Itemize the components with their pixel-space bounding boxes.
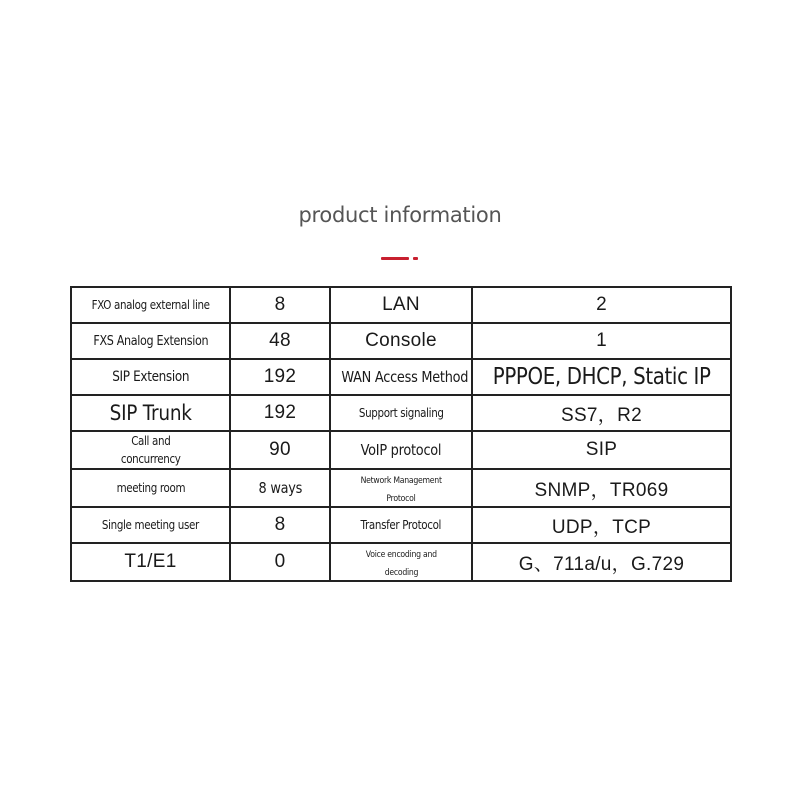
spec-value-cell <box>472 359 731 395</box>
spec-value-cell <box>472 507 731 543</box>
spec-label-line: Voice encoding and <box>365 550 437 560</box>
spec-label-cell <box>71 469 230 507</box>
spec-label-stack <box>333 470 469 506</box>
spec-label: FXS Analog Extension <box>93 334 208 349</box>
table-row <box>71 507 731 543</box>
spec-label: FXO analog external line <box>91 298 210 312</box>
spec-value: SS7，R2 <box>560 404 642 426</box>
spec-label-line: Network Management <box>360 476 442 486</box>
spec-label-cell <box>71 431 230 469</box>
spec-label: SIP Extension <box>112 369 189 385</box>
spec-label-line: Protocol <box>386 494 416 504</box>
spec-label-cell <box>330 359 472 395</box>
spec-label: Console <box>365 330 437 351</box>
spec-value: UDP，TCP <box>551 516 652 538</box>
spec-value-cell <box>230 431 330 469</box>
page-title: product information <box>298 203 502 227</box>
spec-value: 1 <box>596 330 607 351</box>
spec-label-cell <box>330 395 472 431</box>
spec-label: VoIP protocol <box>360 440 442 459</box>
spec-label-cell <box>330 287 472 323</box>
spec-label: SIP Trunk <box>109 401 192 425</box>
spec-label: LAN <box>382 294 420 315</box>
spec-value-cell <box>230 469 330 507</box>
spec-value-cell <box>472 543 731 581</box>
spec-value-cell <box>230 287 330 323</box>
spec-value: 90 <box>269 439 291 460</box>
spec-label-line: concurrency <box>120 452 181 466</box>
spec-label-cell <box>330 543 472 581</box>
table-row <box>71 395 731 431</box>
spec-value: 192 <box>263 402 297 423</box>
spec-label-cell <box>71 543 230 581</box>
spec-value: G、711a/u，G.729 <box>518 553 685 575</box>
table-row <box>71 469 731 507</box>
spec-label-line: Call and <box>130 434 171 448</box>
table-row <box>71 431 731 469</box>
spec-label-stack <box>333 544 469 580</box>
spec-label: T1/E1 <box>124 551 177 572</box>
spec-value-cell <box>230 359 330 395</box>
spec-value-cell <box>472 431 731 469</box>
spec-value: SNMP，TR069 <box>534 479 669 501</box>
spec-label-line: decoding <box>384 568 418 578</box>
spec-value-cell <box>230 323 330 359</box>
spec-label: Support signaling <box>358 406 444 420</box>
spec-value: 8 <box>274 514 286 535</box>
spec-label-cell <box>71 395 230 431</box>
spec-value-cell <box>472 395 731 431</box>
title-underline-dot <box>413 257 418 260</box>
table-row <box>71 287 731 323</box>
spec-value-cell <box>472 287 731 323</box>
spec-value: 2 <box>596 294 607 315</box>
spec-value-cell <box>230 395 330 431</box>
spec-value: 8 ways <box>258 478 302 497</box>
spec-label: meeting room <box>116 481 185 495</box>
spec-label-cell <box>330 469 472 507</box>
spec-value: 0 <box>274 551 286 572</box>
product-spec-table <box>70 286 732 582</box>
title-underline-accent <box>381 257 409 260</box>
spec-label: Transfer Protocol <box>360 518 442 532</box>
table-row <box>71 323 731 359</box>
spec-label-cell <box>330 507 472 543</box>
spec-label-stack <box>74 432 227 468</box>
spec-value: 8 <box>274 294 286 315</box>
spec-value-cell <box>230 507 330 543</box>
spec-label-cell <box>71 287 230 323</box>
spec-value-cell <box>472 469 731 507</box>
table-row <box>71 543 731 581</box>
spec-value-cell <box>472 323 731 359</box>
spec-value: 48 <box>269 330 291 351</box>
spec-label: Single meeting user <box>101 518 200 532</box>
spec-label: WAN Access Method <box>341 367 469 386</box>
spec-label-cell <box>71 323 230 359</box>
spec-label-cell <box>71 507 230 543</box>
spec-label-cell <box>71 359 230 395</box>
spec-label-cell <box>330 431 472 469</box>
spec-value-cell <box>230 543 330 581</box>
spec-label-cell <box>330 323 472 359</box>
spec-value: PPPOE, DHCP, Static IP <box>492 364 711 390</box>
spec-value: SIP <box>585 439 618 460</box>
spec-value: 192 <box>263 366 297 387</box>
table-row <box>71 359 731 395</box>
